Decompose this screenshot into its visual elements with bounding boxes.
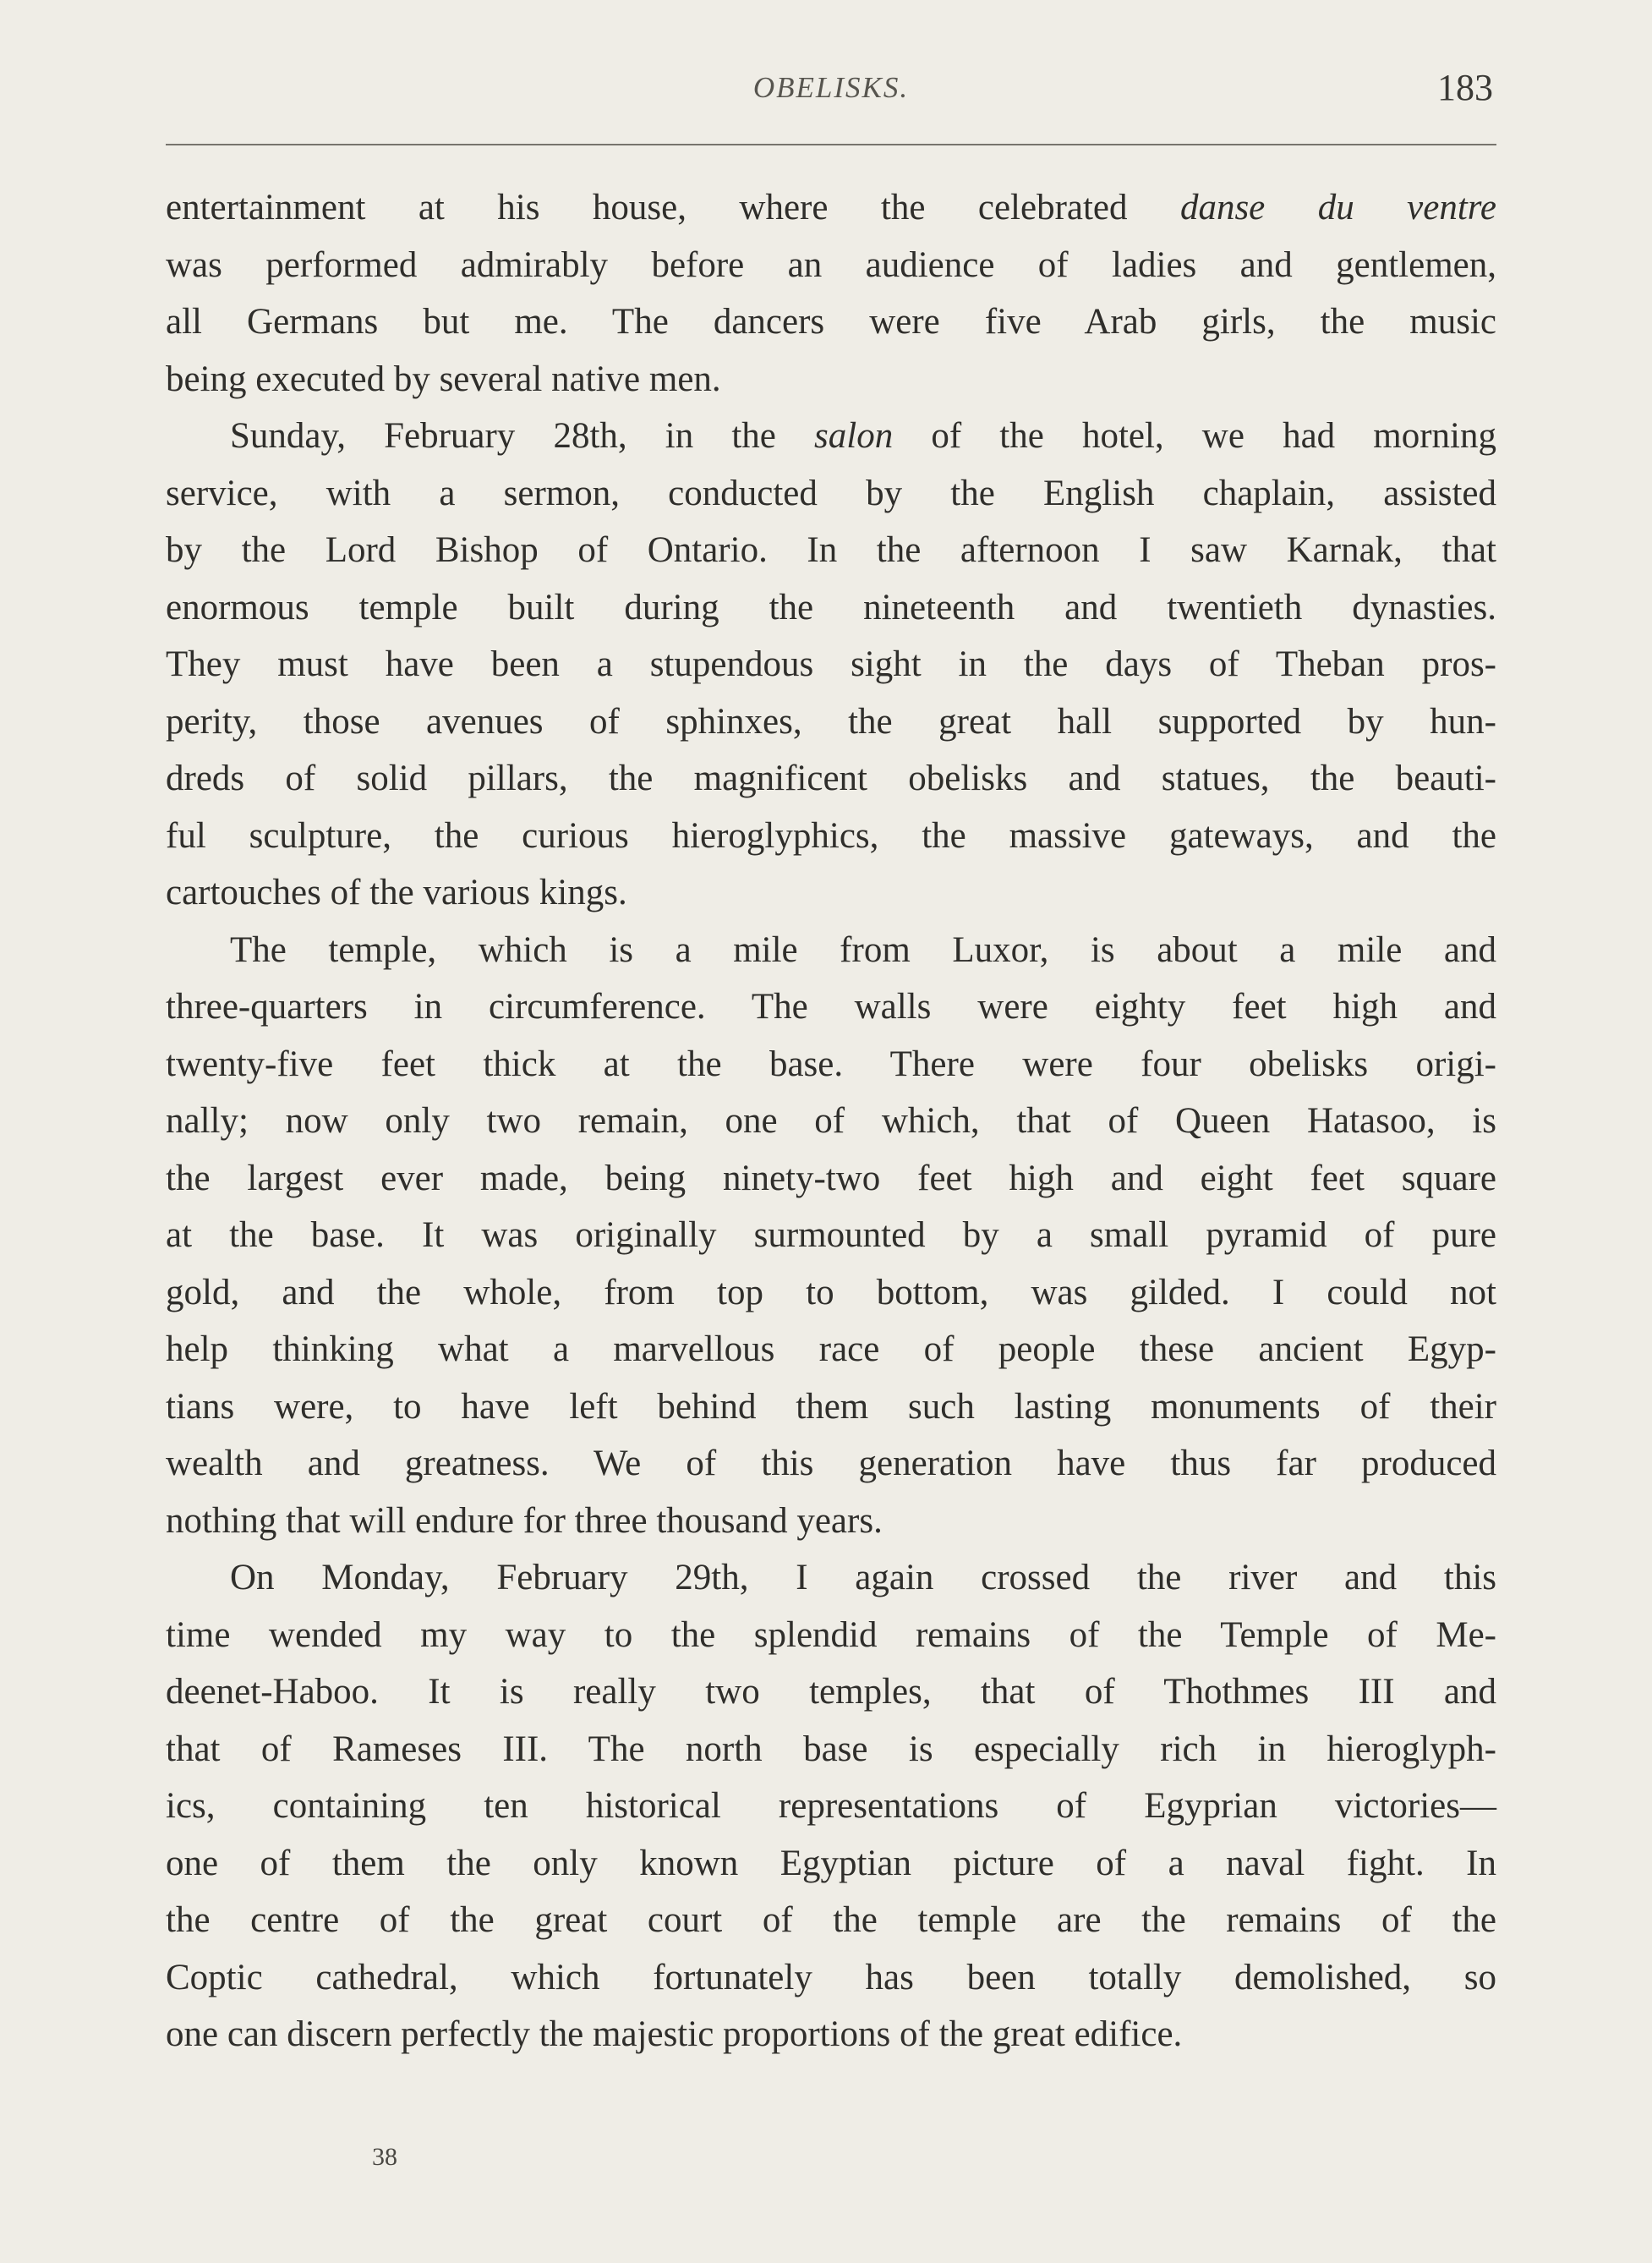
- text-line: [166, 636, 1496, 693]
- text-line: [166, 1378, 1496, 1436]
- text-line: [166, 978, 1496, 1036]
- text-line: [166, 1493, 1496, 1550]
- text-line: [166, 1093, 1496, 1150]
- text-run: the largest ever made, being ninety-two feet high and eight feet square: [166, 1158, 1496, 1198]
- text-run: wealth and greatness. We of this generation have thus far produced: [166, 1444, 1496, 1483]
- text-run: service, with a sermon, conducted by the English chaplain, assisted: [166, 473, 1496, 513]
- text-run: enormous temple built during the nineteenth and twentieth dynasties.: [166, 587, 1496, 627]
- page-number: 183: [1437, 67, 1493, 108]
- text-run: entertainment at his house, where the celebrated: [166, 188, 1180, 227]
- text-run: ful sculpture, the curious hieroglyphics, the massive gateways, and the: [166, 815, 1496, 856]
- header-rule: [166, 144, 1496, 145]
- text-run: all Germans but me. The dancers were five Arab girls, the music: [166, 302, 1496, 342]
- text-run: was performed admirably before an audience of ladies and gentlemen,: [166, 244, 1496, 285]
- text-line: [166, 1264, 1496, 1322]
- text-line: [166, 351, 1496, 408]
- text-line: [166, 1207, 1496, 1264]
- text-run: dreds of solid pillars, the magnificent obelisks and statues, the beauti-: [166, 759, 1496, 798]
- text-run: the centre of the great court of the temple are the remains of the: [166, 1900, 1496, 1940]
- text-run: at the base. It was originally surmounted by a small pyramid of pure: [166, 1215, 1496, 1255]
- text-line: [166, 522, 1496, 579]
- text-line: [166, 922, 1496, 979]
- text-line: [166, 1721, 1496, 1778]
- text-line: [166, 237, 1496, 294]
- text-run: by the Lord Bishop of Ontario. In the afternoon I saw Karnak, that: [166, 530, 1496, 570]
- text-line: [166, 1036, 1496, 1093]
- text-run: being executed by several native men.: [166, 359, 721, 399]
- text-run: one of them the only known Egyptian picture of a naval fight. In: [166, 1843, 1496, 1883]
- text-run: gold, and the whole, from top to bottom, was gilded. I could not: [166, 1272, 1496, 1312]
- body-text: [166, 179, 1496, 2063]
- text-line: [166, 579, 1496, 637]
- text-line: [166, 179, 1496, 237]
- text-line: [166, 1607, 1496, 1664]
- text-run: perity, those avenues of sphinxes, the great hall supported by hun-: [166, 701, 1496, 742]
- text-run: that of Rameses III. The north base is especially rich in hieroglyph-: [166, 1729, 1496, 1769]
- italic-run: salon: [814, 416, 894, 456]
- text-run: nothing that will endure for three thousand years.: [166, 1500, 883, 1541]
- text-run: They must have been a stupendous sight in the days of Theban pros-: [166, 644, 1496, 684]
- text-line: [166, 1892, 1496, 1949]
- text-run: ics, containing ten historical representations of Egyprian victories—: [166, 1786, 1496, 1826]
- paragraph: [166, 408, 1496, 922]
- text-line: [166, 693, 1496, 751]
- text-run: three-quarters in circumference. The walls were eighty feet high and: [166, 987, 1496, 1027]
- text-run: of the hotel, we had morning: [893, 416, 1496, 456]
- paragraph: [166, 922, 1496, 1550]
- text-run: Coptic cathedral, which fortunately has been totally demolished, so: [166, 1957, 1496, 1997]
- text-run: nally; now only two remain, one of which, that of Queen Hatasoo, is: [166, 1101, 1496, 1141]
- text-run: tians were, to have left behind them such lasting monuments of their: [166, 1386, 1496, 1427]
- signature-mark: 38: [372, 2143, 397, 2171]
- text-run: one can discern perfectly the majestic proportions of the great edifice.: [166, 2014, 1183, 2054]
- text-run: On Monday, February 29th, I again crossed the river and this: [230, 1558, 1496, 1597]
- italic-run: danse du ventre: [1179, 188, 1496, 227]
- text-line: [166, 1321, 1496, 1378]
- running-title: OBELISKS.: [752, 71, 910, 104]
- text-line: [166, 1949, 1496, 2007]
- running-head: [166, 66, 1496, 117]
- text-run: time wended my way to the splendid remains of the Temple of Me-: [166, 1614, 1496, 1655]
- text-line: [166, 750, 1496, 808]
- text-line: [166, 1778, 1496, 1835]
- text-line: [166, 408, 1496, 465]
- paragraph: [166, 1549, 1496, 2063]
- text-line: [166, 2006, 1496, 2063]
- text-line: [166, 1150, 1496, 1208]
- text-run: twenty-five feet thick at the base. There were four obelisks origi-: [166, 1044, 1496, 1084]
- paragraph: [166, 179, 1496, 408]
- text-line: [166, 1663, 1496, 1721]
- text-run: Sunday, February 28th, in the: [230, 416, 815, 456]
- text-line: [166, 1549, 1496, 1607]
- text-run: The temple, which is a mile from Luxor, is about a mile and: [230, 929, 1496, 970]
- text-run: help thinking what a marvellous race of people these ancient Egyp-: [166, 1329, 1496, 1369]
- text-run: cartouches of the various kings.: [166, 873, 627, 912]
- text-line: [166, 1835, 1496, 1893]
- text-line: [166, 864, 1496, 922]
- text-line: [166, 465, 1496, 523]
- text-line: [166, 293, 1496, 351]
- text-run: deenet-Haboo. It is really two temples, that of Thothmes III and: [166, 1672, 1496, 1712]
- text-line: [166, 808, 1496, 865]
- text-line: [166, 1435, 1496, 1493]
